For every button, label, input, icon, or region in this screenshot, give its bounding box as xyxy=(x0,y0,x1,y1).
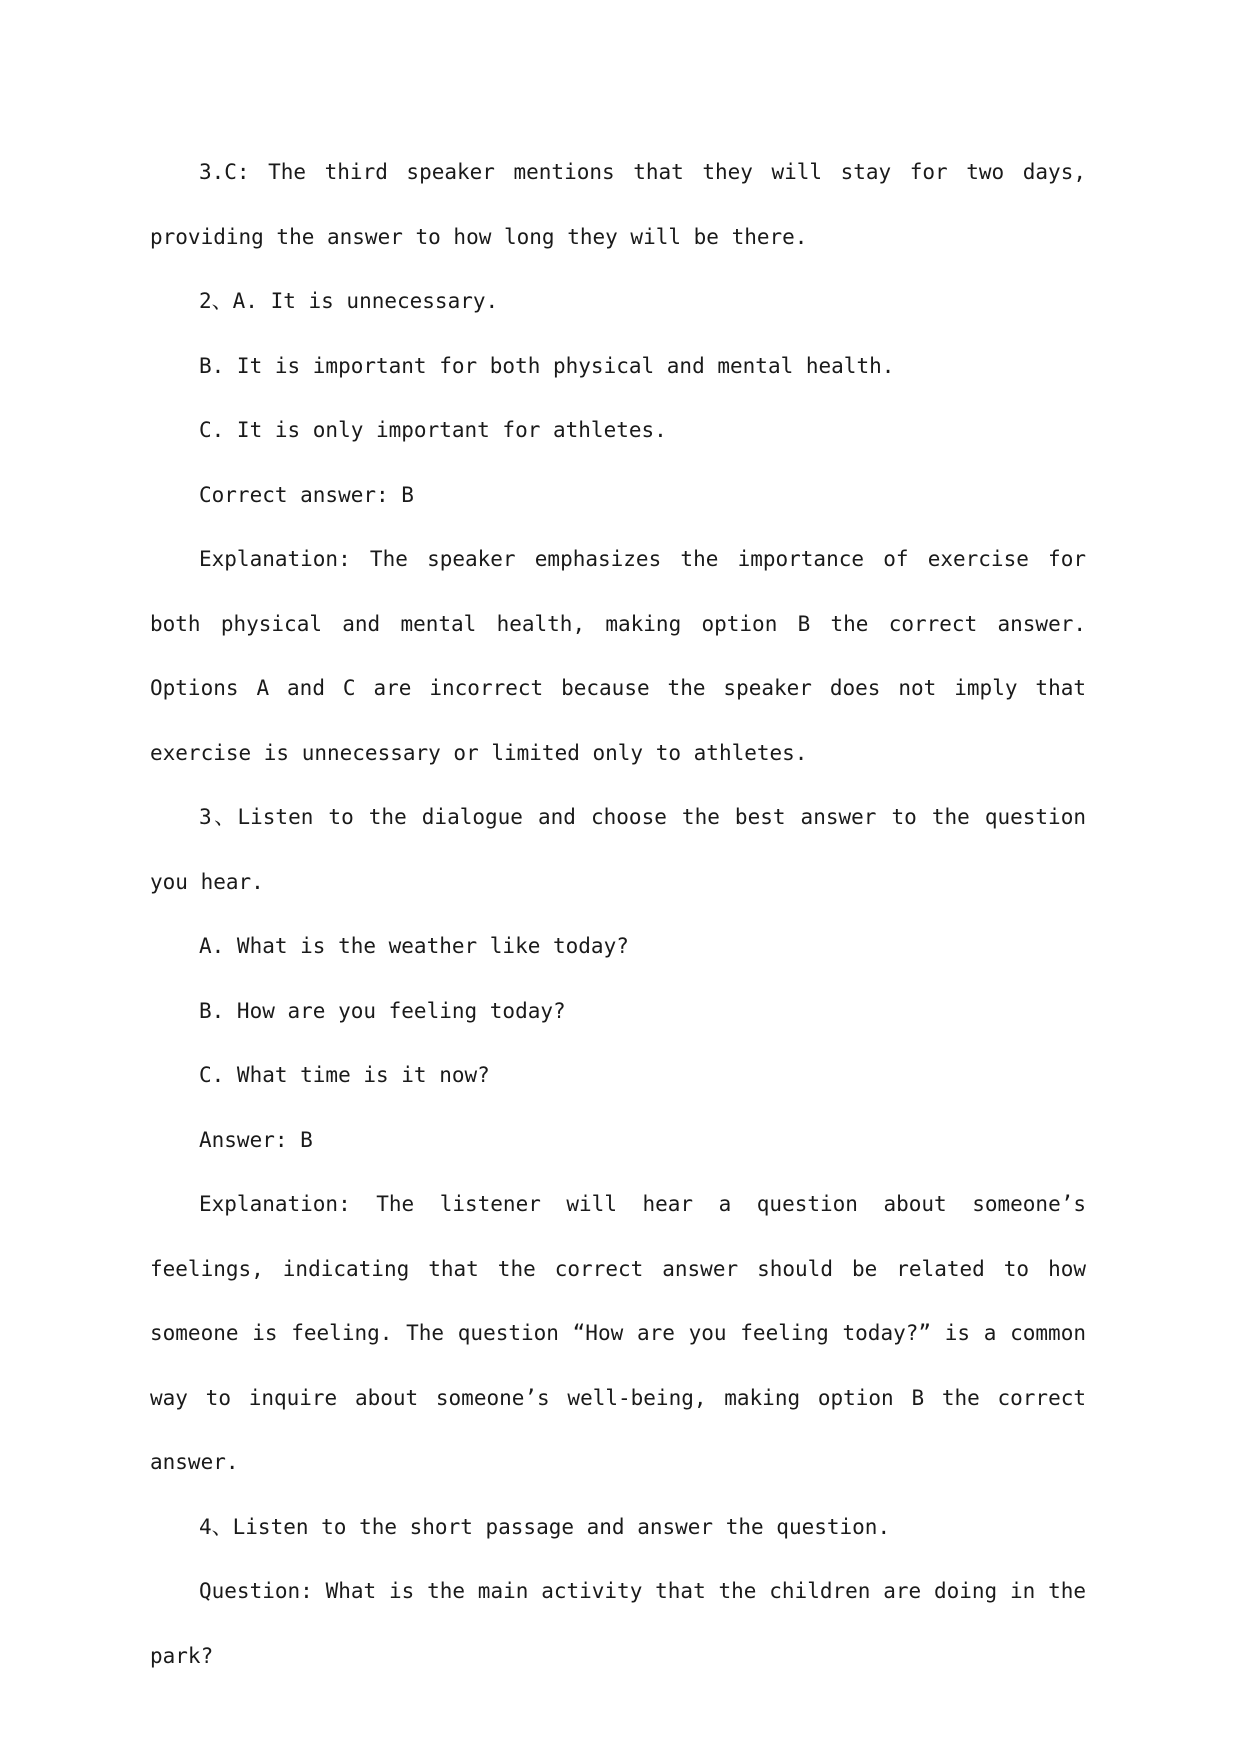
option-3b: B. How are you feeling today? xyxy=(199,998,566,1023)
answer-3: Answer: B xyxy=(199,1127,313,1152)
option-2b: B. It is important for both physical and mental health. xyxy=(199,353,895,378)
correct-answer-2: Correct answer: B xyxy=(199,482,414,507)
option-2a: 2、A. It is unnecessary. xyxy=(199,289,499,313)
question-3-prompt: 3、Listen to the dialogue and choose the best answer to the question you hear. xyxy=(150,805,1086,894)
question-4-text: Question: What is the main activity that the children are doing in the park? xyxy=(150,1579,1086,1668)
document-body xyxy=(150,140,1086,1688)
paragraph-explanation-q1: 3.C: The third speaker mentions that they will stay for two days, providing the answer to how long they will be there. xyxy=(150,160,1086,249)
paragraph-explanation-3: Explanation: The listener will hear a question about someone’s feelings, indicating that the correct answer should be related to how someone is feeling. The question “How are you feeling today?” is a common way to inquire about someone’s well-being, making option B the correct answer. xyxy=(150,1192,1086,1474)
option-3a: A. What is the weather like today? xyxy=(199,934,629,958)
paragraph-explanation-2: Explanation: The speaker emphasizes the importance of exercise for both physical and mental health, making option B the correct answer. Options A and C are incorrect because the speaker does not imply that exercise is unnecessary or limited only to athletes. xyxy=(150,547,1086,765)
option-2c: C. It is only important for athletes. xyxy=(199,418,667,442)
question-4-prompt: 4、Listen to the short passage and answer the question. xyxy=(199,1514,891,1539)
option-3c: C. What time is it now? xyxy=(199,1063,490,1087)
